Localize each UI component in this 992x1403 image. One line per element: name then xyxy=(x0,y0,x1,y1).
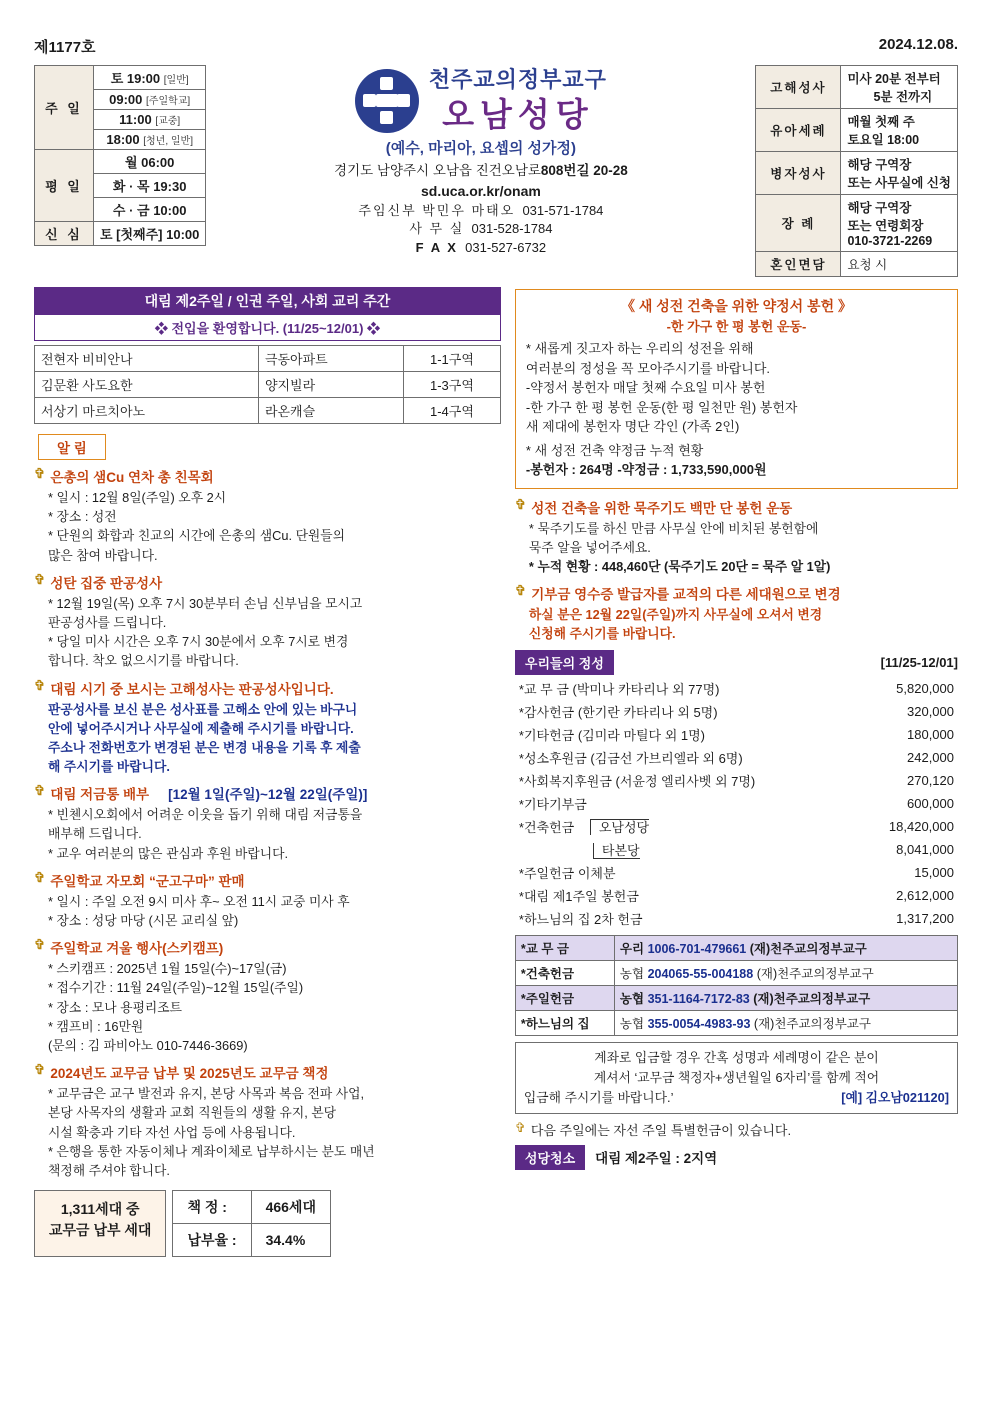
bullet-icon: ✞ xyxy=(34,937,46,953)
offering-header-row xyxy=(515,650,958,675)
top-line xyxy=(34,36,958,57)
bank-accounts-table xyxy=(515,935,958,1036)
contact-value: 031-571-1784 xyxy=(522,202,604,218)
deposit-example: [예] 김오남021120] xyxy=(841,1090,949,1106)
parish-address: 경기도 남양주시 오남읍 진건오남로808번길 20-28 xyxy=(334,163,628,179)
bullet-icon: ✞ xyxy=(514,1119,526,1135)
notice-list xyxy=(34,466,501,1180)
mass-time: 토 [첫째주] 10:00 xyxy=(94,222,206,246)
pledge-box xyxy=(515,289,958,489)
notice-body: * 교무금은 교구 발전과 유지, 본당 사목과 복음 전파 사업, 본당 사목자의 생활과 교회 직원들의 생활 유지, 본당 시설 확충과 기타 자선 사업 등에 사용됩니다. * 은행을 통한 자동이체나 계좌이체로 납부하시는 분도 매년 책정해 주셔야 합니다. xyxy=(48,1086,375,1178)
newcomer-place: 극동아파트 xyxy=(258,346,403,372)
offering-label: *건축헌금 오남성당 xyxy=(518,820,650,836)
info-value: 요청 시 xyxy=(841,252,958,277)
notice-body: 하실 분은 12월 22일(주일)까지 사무실에 오셔서 변경 신청해 주시기를 바랍니다. xyxy=(528,607,823,642)
sacraments-info-table xyxy=(755,65,958,277)
notice-body: * 일시 : 주일 오전 9시 미사 후~ 오전 11시 교중 미사 후 * 장소 : 성당 마당 (시몬 교리실 앞) xyxy=(48,893,350,928)
table-row xyxy=(515,792,958,815)
notice-title: ✞ 성전 건축을 위한 묵주기도 백만 단 봉헌 운동 xyxy=(514,496,793,516)
notice-body: * 묵주기도를 하신 만큼 사무실 안에 비치된 봉헌함에 묵주 알을 넣어주세요. * 누적 현황 : 448,460단 (묵주기도 20단 = 묵주 알 1알) xyxy=(528,520,831,574)
table-row xyxy=(756,152,958,195)
list-item xyxy=(34,466,501,565)
welcome-line: ❖ 전입을 환영합니다. (11/25~12/01) ❖ xyxy=(34,315,501,341)
offering-amount: 1,317,200 xyxy=(896,911,954,927)
table-row xyxy=(35,66,206,90)
dues-key: 책 정 : xyxy=(173,1191,251,1224)
contact-label: F A X xyxy=(415,240,458,256)
table-row xyxy=(35,222,206,246)
season-banner: 대림 제2주일 / 인권 주일, 사회 교리 주간 xyxy=(34,287,501,315)
logo-row xyxy=(214,65,747,137)
notice-section-header: 알 림 xyxy=(38,434,106,460)
newcomer-place: 라온캐슬 xyxy=(258,398,403,424)
content-columns xyxy=(34,287,958,1257)
newcomer-zone: 1-4구역 xyxy=(403,398,500,424)
offering-amount: 270,120 xyxy=(907,773,954,789)
table-row xyxy=(515,769,958,792)
newcomer-zone: 1-1구역 xyxy=(403,346,500,372)
table-row xyxy=(515,815,958,838)
mass-group-label: 주 일 xyxy=(35,66,94,150)
offering-label: *감사헌금 (한기란 카타리나 외 5명) xyxy=(518,705,718,721)
offering-section-header: 우리들의 정성 xyxy=(515,650,614,675)
table-row xyxy=(515,838,958,861)
offering-label: *대림 제1주일 봉헌금 xyxy=(518,889,639,905)
account-label: *하느님의 집 xyxy=(515,1011,614,1036)
masthead xyxy=(34,65,958,277)
diocese-name: 천주교의정부교구 xyxy=(428,67,607,92)
account-label: *주일헌금 xyxy=(515,986,614,1011)
table-row xyxy=(515,986,957,1011)
table-row xyxy=(515,746,958,769)
pledge-body: * 새롭게 짓고자 하는 우리의 성전을 위해 여러분의 정성을 꼭 모아주시기를 바랍니다. -약정서 봉헌자 매달 첫째 수요일 미사 봉헌 -한 가구 한 평 봉헌 운동(한 평 일천만 원) 봉헌자 새 제대에 봉헌자 명단 각인 (가족 2인) * 새 성전 건축 약정금 누적 현황 -봉헌자 : 264명 -약정금 : 1,733,590,000원 xyxy=(525,341,798,477)
issue-date: 2024.12.08. xyxy=(878,36,958,53)
offering-label: *주일헌금 이체분 xyxy=(518,866,616,882)
mass-time: 수 · 금 10:00 xyxy=(94,198,206,222)
notice-title: ✞ 성탄 집중 판공성사 xyxy=(34,571,163,591)
bullet-icon: ✞ xyxy=(514,583,527,599)
parish-identity xyxy=(214,65,747,258)
dues-key: 납부율 : xyxy=(173,1224,251,1257)
list-item xyxy=(34,870,501,930)
cleaning-header: 성당청소 xyxy=(515,1145,585,1170)
left-column xyxy=(34,287,501,1257)
offering-period: [11/25-12/01] xyxy=(880,655,958,671)
contact-label: 주임신부 박민우 마태오 xyxy=(358,202,516,218)
cleaning-text: 대림 제2주일 : 2지역 xyxy=(595,1151,718,1167)
info-value: 해당 구역장 또는 사무실에 신청 xyxy=(841,152,958,195)
table-row xyxy=(515,936,957,961)
table-row xyxy=(35,372,501,398)
offering-label: *사회복지후원금 (서윤정 엘리사벳 외 7명) xyxy=(518,774,756,790)
mass-time: 11:00 [교중] xyxy=(94,110,206,130)
table-row xyxy=(515,677,958,700)
mass-group-label: 신 심 xyxy=(35,222,94,246)
info-value: 미사 20분 전부터 5분 전까지 xyxy=(841,66,958,109)
table-row xyxy=(515,1011,957,1036)
cross-logo-icon xyxy=(355,69,419,133)
table-row xyxy=(515,961,957,986)
mass-time: 18:00 [청년, 일반] xyxy=(94,130,206,150)
next-week-note: ✞ 다음 주일에는 자선 주일 특별헌금이 있습니다. xyxy=(514,1119,792,1138)
list-item xyxy=(34,783,501,863)
offering-label: *기타헌금 (김미라 마틸다 외 1명) xyxy=(518,728,706,744)
parish-name: 오남성당 xyxy=(442,95,594,133)
notice-body: * 일시 : 12월 8일(주일) 오후 2시 * 장소 : 성전 * 단원의 화합과 친교의 시간에 은총의 샘Cu. 단원들의 많은 참여 바랍니다. xyxy=(48,490,346,563)
list-item xyxy=(34,572,501,671)
offering-amount: 2,612,000 xyxy=(896,888,954,904)
info-label: 혼인면담 xyxy=(756,252,841,277)
table-row xyxy=(515,884,958,907)
notice-title: ✞ 대림 시기 중 보시는 고해성사는 판공성사입니다. xyxy=(34,677,334,697)
notice-body: * 스키캠프 : 2025년 1월 15일(수)~17일(금) * 접수기간 : 11월 24일(주일)~12월 15일(주일) * 장소 : 모나 용평리조트 * 캠프비 : 16만원 (문의 : 김 파비아노 010-7446-3669) xyxy=(48,961,304,1053)
mass-time: 토 19:00 [일반] xyxy=(94,66,206,90)
parish-contacts xyxy=(214,202,747,259)
bullet-icon: ✞ xyxy=(34,869,46,885)
issue-number: 제1177호 xyxy=(34,39,96,56)
offering-amount: 180,000 xyxy=(907,727,954,743)
offering-amount: 8,041,000 xyxy=(896,842,954,858)
bullet-icon: ✞ xyxy=(514,496,527,512)
mass-group-label: 평 일 xyxy=(35,150,94,222)
account-value: 농협 351-1164-7172-83 (재)천주교의정부교구 xyxy=(614,986,957,1011)
list-item xyxy=(515,583,958,643)
offering-label xyxy=(515,838,856,861)
notice-title: ✞ 주일학교 자모회 “군고구마” 판매 xyxy=(34,869,245,889)
contact-label: 사 무 실 xyxy=(409,221,465,237)
dues-summary xyxy=(34,1190,501,1257)
offering-table xyxy=(515,677,958,930)
account-label: *건축헌금 xyxy=(515,961,614,986)
newcomer-name: 김문환 사도요한 xyxy=(35,372,259,398)
info-label: 장 례 xyxy=(756,195,841,252)
bullet-icon: ✞ xyxy=(34,571,46,587)
table-row xyxy=(515,700,958,723)
mass-time: 화 · 목 19:30 xyxy=(94,174,206,198)
newcomer-name: 서상기 마르치아노 xyxy=(35,398,259,424)
list-item xyxy=(34,1062,501,1180)
table-row xyxy=(756,252,958,277)
pledge-title: 《 새 성전 건축을 위한 약정서 봉헌 》 xyxy=(620,298,852,314)
info-label: 유아세례 xyxy=(756,109,841,152)
account-value: 우리 1006-701-479661 (재)천주교의정부교구 xyxy=(614,936,957,961)
offering-sublabel: 타본당 xyxy=(593,843,640,859)
info-label: 고해성사 xyxy=(756,66,841,109)
offering-label: *교 무 금 (박미나 카타리나 외 77명) xyxy=(518,682,720,698)
notice-body: * 빈첸시오회에서 어려운 이웃을 돕기 위해 대림 저금통을 배부해 드립니다. * 교우 여러분의 많은 관심과 후원 바랍니다. xyxy=(48,807,363,861)
table-row xyxy=(756,66,958,109)
table-row xyxy=(35,150,206,174)
offering-amount: 5,820,000 xyxy=(896,681,954,697)
offering-amount: 600,000 xyxy=(907,796,954,812)
newcomer-zone: 1-3구역 xyxy=(403,372,500,398)
newcomers-table xyxy=(34,345,501,424)
account-value: 농협 355-0054-4983-93 (재)천주교의정부교구 xyxy=(614,1011,957,1036)
mass-schedule-table xyxy=(34,65,206,246)
notice-title: ✞ 주일학교 겨울 행사(스키캠프) xyxy=(34,937,224,957)
list-item xyxy=(34,937,501,1055)
table-row xyxy=(35,346,501,372)
offering-label: *성소후원금 (김금선 가브리엘라 외 6명) xyxy=(518,751,743,767)
offering-sublabel: 오남성당 xyxy=(590,819,649,835)
notice-body: * 12월 19일(목) 오후 7시 30분부터 손님 신부님을 모시고 판공성사를 드립니다. * 당일 미사 시간은 오후 7시 30분에서 오후 7시로 변경 합니다. 착오 없으시기를 바랍니다. xyxy=(48,595,363,669)
info-label: 병자성사 xyxy=(756,152,841,195)
parish-patron: (예수, 마리아, 요셉의 성가정) xyxy=(385,140,577,158)
offering-amount: 15,000 xyxy=(914,865,954,881)
bullet-icon: ✞ xyxy=(34,466,46,481)
list-item xyxy=(515,497,958,577)
mass-time: 09:00 [주일학교] xyxy=(94,90,206,110)
account-value: 농협 204065-55-004188 (재)천주교의정부교구 xyxy=(614,961,957,986)
list-item xyxy=(34,678,501,777)
notice-date-range: [12월 1일(주일)~12월 22일(주일)] xyxy=(168,787,368,803)
pledge-subtitle: -한 가구 한 평 봉헌 운동- xyxy=(666,319,807,334)
notice-body: 판공성사를 보신 분은 성사표를 고해소 안에 있는 바구니 안에 넣어주시거나 사무실에 제출해 주시기를 바랍니다. 주소나 전화번호가 변경된 분은 변경 내용을 기록 후 제출 해 주시기를 바랍니다. xyxy=(48,701,361,775)
dues-households-box: 1,311세대 중 교무금 납부 세대 xyxy=(34,1190,166,1257)
newcomer-name: 전현자 비비안나 xyxy=(35,346,259,372)
dues-value: 466세대 xyxy=(251,1191,330,1224)
deposit-note-box: 계좌로 입금할 경우 간혹 성명과 세례명이 같은 분이 계셔서 ‘교무금 책정자+생년월일 6자리’를 함께 적어 입금해 주시기를 바랍니다.’ [예] 김오남021120] xyxy=(515,1042,958,1113)
table-row xyxy=(35,398,501,424)
notice-title: ✞ 대림 저금통 배부 [12월 1일(주일)~12월 22일(주일)] xyxy=(34,783,368,803)
offering-amount: 18,420,000 xyxy=(888,819,954,835)
table-row xyxy=(515,861,958,884)
table-row xyxy=(173,1191,331,1224)
contact-value: 031-528-1784 xyxy=(471,221,553,237)
offering-amount: 242,000 xyxy=(907,750,954,766)
contact-value: 031-527-6732 xyxy=(465,240,547,256)
info-value: 해당 구역장 또는 연령회장 010-3721-2269 xyxy=(841,195,958,252)
offering-label: *기타기부금 xyxy=(518,797,587,813)
right-notice-list xyxy=(515,497,958,644)
mass-time: 월 06:00 xyxy=(94,150,206,174)
table-row xyxy=(756,109,958,152)
notice-title: ✞ 기부금 영수증 발급자를 교적의 다른 세대원으로 변경 xyxy=(514,583,841,603)
bullet-icon: ✞ xyxy=(34,677,46,693)
account-label: *교 무 금 xyxy=(515,936,614,961)
dues-rate-table xyxy=(172,1190,331,1257)
right-column xyxy=(515,287,958,1257)
notice-title: ✞ 은총의 샘Cu 연차 총 친목회 xyxy=(34,466,214,485)
notice-title: ✞ 2024년도 교무금 납부 및 2025년도 교무금 책정 xyxy=(34,1062,329,1082)
offering-label: *하느님의 집 2차 헌금 xyxy=(518,912,643,928)
parish-website[interactable]: sd.uca.or.kr/onam xyxy=(421,182,541,199)
dues-value: 34.4% xyxy=(251,1224,330,1257)
newcomer-place: 양지빌라 xyxy=(258,372,403,398)
bullet-icon: ✞ xyxy=(34,783,46,799)
table-row xyxy=(173,1224,331,1257)
offering-amount: 320,000 xyxy=(907,704,954,720)
cleaning-row xyxy=(515,1145,958,1170)
table-row xyxy=(756,195,958,252)
table-row xyxy=(515,907,958,930)
bullet-icon: ✞ xyxy=(34,1062,46,1078)
info-value: 매월 첫째 주 토요일 18:00 xyxy=(841,109,958,152)
table-row xyxy=(515,723,958,746)
